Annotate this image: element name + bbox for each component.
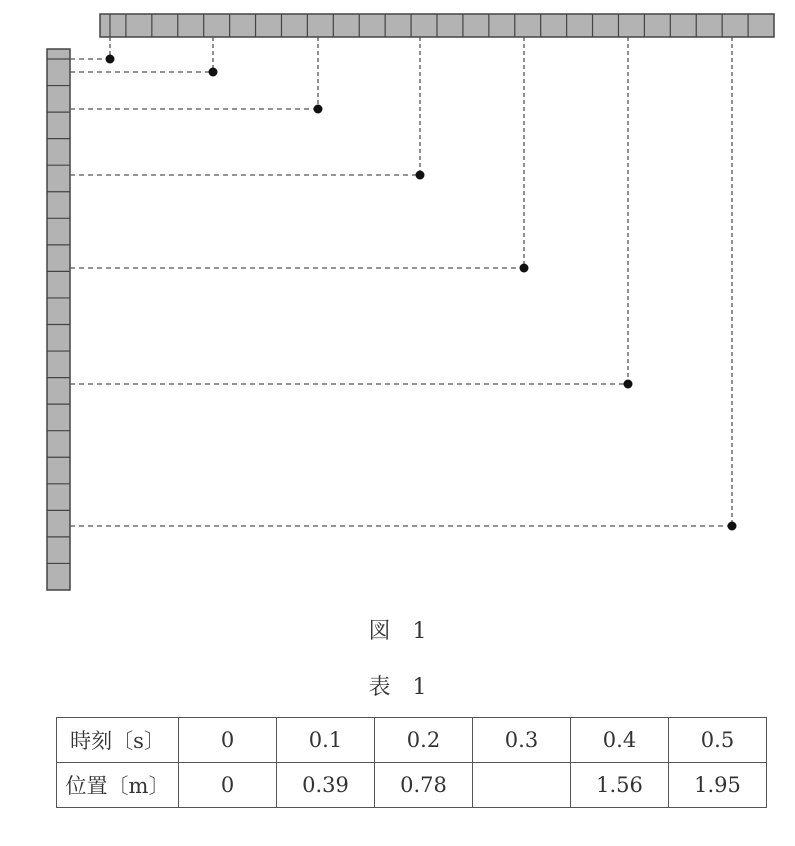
position-dot-1	[209, 68, 218, 77]
table-caption	[0, 670, 795, 701]
time-position-table	[56, 717, 767, 808]
table-row-position	[57, 763, 767, 808]
position-dot-3	[416, 171, 425, 180]
figure-caption-label: 図	[368, 619, 391, 644]
cell-pos-1: 0.39	[277, 763, 375, 808]
figure-caption	[0, 614, 795, 645]
row-header-time: 時刻〔s〕	[57, 718, 179, 763]
position-dot-2	[314, 105, 323, 114]
cell-time-1: 0.1	[277, 718, 375, 763]
cell-time-5: 0.5	[669, 718, 767, 763]
row-header-position: 位置〔m〕	[57, 763, 179, 808]
cell-pos-2: 0.78	[375, 763, 473, 808]
position-dot-0	[106, 55, 115, 64]
cell-pos-0: 0	[179, 763, 277, 808]
table-caption-label: 表	[368, 675, 391, 700]
cell-time-3: 0.3	[473, 718, 571, 763]
cell-pos-4: 1.56	[571, 763, 669, 808]
figure-caption-number: 1	[412, 619, 427, 644]
dashed-guide-lines	[70, 37, 732, 526]
cell-time-2: 0.2	[375, 718, 473, 763]
cell-time-0: 0	[179, 718, 277, 763]
cell-time-4: 0.4	[571, 718, 669, 763]
cell-pos-3-blank	[473, 763, 571, 808]
horizontal-scale-bar	[100, 14, 774, 37]
table-caption-number: 1	[412, 675, 427, 700]
vertical-scale-bar	[47, 49, 70, 590]
position-dot-4	[520, 264, 529, 273]
position-dots	[106, 55, 737, 531]
position-dot-5	[624, 380, 633, 389]
position-dot-6	[728, 522, 737, 531]
cell-pos-5: 1.95	[669, 763, 767, 808]
table-row-time	[57, 718, 767, 763]
